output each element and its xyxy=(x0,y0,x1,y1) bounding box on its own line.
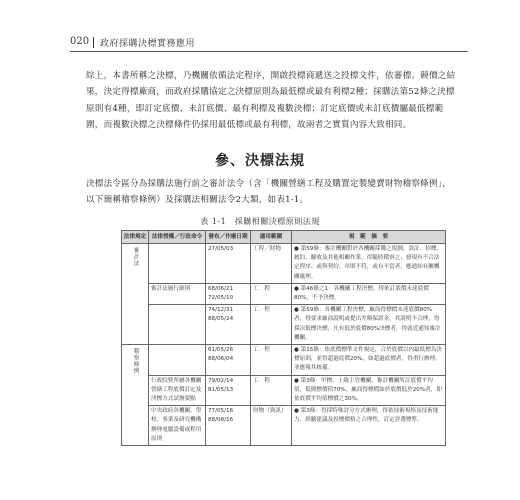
header-rule xyxy=(70,51,468,52)
cell-date: 27/05/03 xyxy=(206,244,251,284)
cell-name xyxy=(149,305,206,345)
table-row xyxy=(122,375,446,406)
cell-scope: 工 程 xyxy=(251,305,292,345)
header-name: 法律授權／行政命令 xyxy=(149,231,206,244)
paragraph-intro: 綜上，本書所稱之決標，乃機關依循法定程序，開啟投標商遞送之投標文件，依審標、競價之結果，決定得標廠商，而政府採購協定之決標原則為最低標或最有利標2種；採購法第52條之決標原則有4種，即訂定底價、未訂底價、最有利標及複數決標；訂定底價或未訂底價屬最低標範圍，而複數決標之決標條件仍採用最低標或最有利標，故兩者之實質內容大致相同。 xyxy=(86,71,456,131)
table-row xyxy=(122,406,446,446)
cell-name xyxy=(149,244,206,284)
table-row xyxy=(122,244,446,284)
table-row xyxy=(122,345,446,376)
cell-content: ● 第3條：甲標、上級主管機關、審計機關所訂底價平均值，低開標價值70%。廠商得標價如於底價低於20%者，即依底價平均值標價之30%。 xyxy=(292,375,446,406)
cell-name: 中央政府各機關、學校、事業及研究機構辦理電腦設備或程用原則 xyxy=(149,406,206,446)
header-date: 發布／作廢日期 xyxy=(206,231,251,244)
table-header-row xyxy=(122,231,446,244)
cell-name: 行政院暨所屬各機關營繕工程底價訂定及決標方式試辦要點 xyxy=(149,375,206,406)
cell-date: 68/06/21 72/05/10 xyxy=(206,283,251,304)
row-category xyxy=(122,345,149,446)
page-number: 020 xyxy=(70,36,90,47)
cell-date: 79/02/14 81/05/13 xyxy=(206,375,251,406)
table-row xyxy=(122,283,446,304)
category-label: 稽察條例 xyxy=(132,348,139,375)
cell-content: ● 第59條：審計機關對於各機關採購之規劃、設計、招標、履約、驗收及其他相關作業，得隨時稽察之；發現有不合法定程序、或與契約、章則不符，或有不當者，應通知有關機關處理。 xyxy=(292,244,446,284)
header-category: 法律規定 xyxy=(122,231,149,244)
cell-scope: 財物（資訊） xyxy=(251,406,292,446)
category-label: 審計法 xyxy=(132,247,139,267)
cell-content: ● 第3條：得採特殊評分方式辦理，得依技術規格及技術能力、經驗建議及投標價格之合理性，訂定評選標準。 xyxy=(292,406,446,446)
cell-name xyxy=(149,345,206,376)
header-scope: 適用範圍 xyxy=(251,231,292,244)
cell-content: ● 第59條：各機關工程決標，廠商得標價未達底價80%者，得要求廠商說明或提出差額保證金，其說明不合理，得採次低標決標，凡有低於底價80%決標者，得就近通知審計機關。 xyxy=(292,305,446,345)
header-separator xyxy=(93,37,94,48)
cell-date: 74/12/31 88/05/24 xyxy=(206,305,251,345)
cell-scope: 工 程 xyxy=(251,283,292,304)
paragraph-regulations: 決標法令區分為採購法施行前之審計法令（含「機關營繕工程及購置定製變賣財物稽察條例」，以下簡稱稽察條例）及採購法相關法令2大類，如表1-1。 xyxy=(86,179,452,206)
cell-scope: 工 程 xyxy=(251,345,292,376)
row-category xyxy=(122,244,149,345)
cell-date: 77/05/16 88/08/16 xyxy=(206,406,251,446)
running-title: 政府採購決標實務應用 xyxy=(100,39,196,49)
cell-scope: 工程／財物 xyxy=(251,244,292,284)
cell-name: 審計法施行細則 xyxy=(149,283,206,304)
header-content: 規 範 摘 要 xyxy=(292,231,446,244)
cell-content: ● 第46條之1：各機關工程決標，得依訂底價未達底價80%，不予決標。 xyxy=(292,283,446,304)
cell-content: ● 第15條：依底價標準文件規定，合於底價以內最低標為決標原則，並得超過底價20%，如超過底價者，得重行辦理，並應報其核備。 xyxy=(292,345,446,376)
cell-date: 61/05/26 88/06/04 xyxy=(206,345,251,376)
running-header xyxy=(70,34,468,54)
table-caption: 表 1-1 採購相關決標原則法規 xyxy=(200,217,320,226)
table-row xyxy=(122,305,446,345)
section-heading: 參、決標法規 xyxy=(215,153,305,169)
cell-scope: 工 程 xyxy=(251,375,292,406)
regulations-table xyxy=(121,230,446,446)
